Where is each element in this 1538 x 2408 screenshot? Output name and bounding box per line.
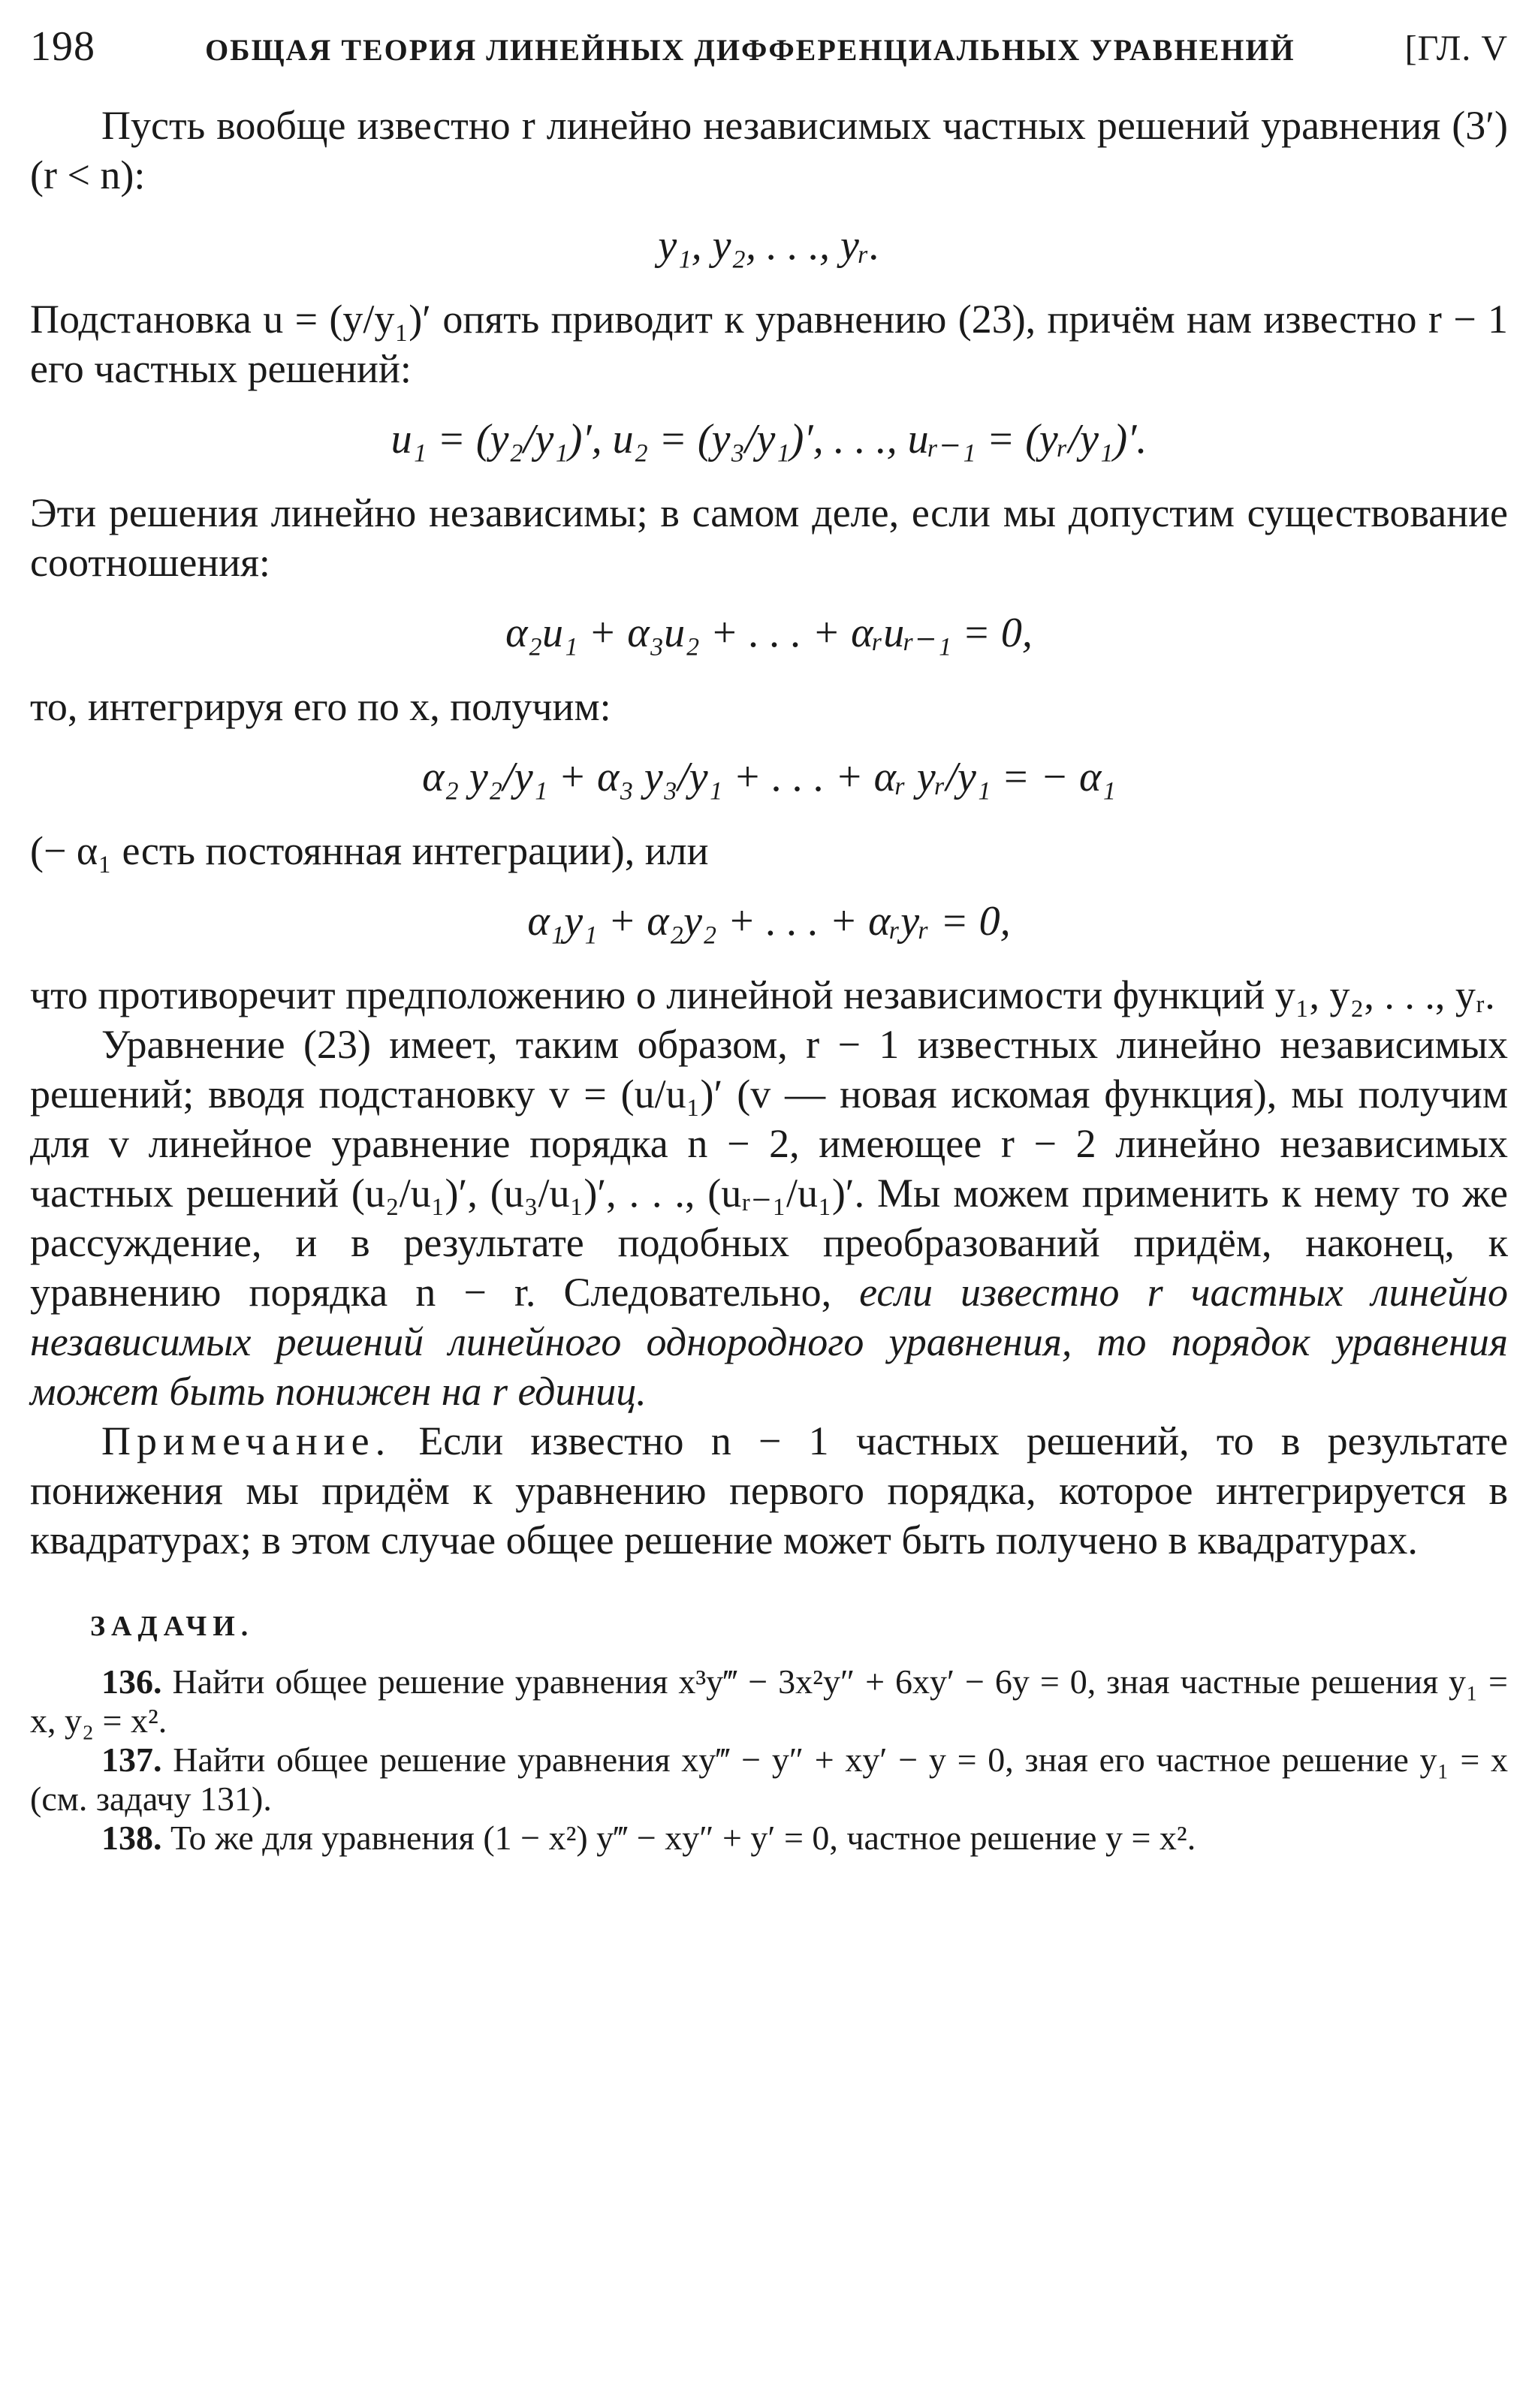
- page-number: 198: [30, 23, 95, 70]
- paragraph-3: Эти решения линейно независимы; в самом деле, если мы допустим существование соотношения:: [30, 490, 1508, 585]
- problem-number: 136.: [101, 1662, 162, 1701]
- paragraph-2: Подстановка u = (y/y₁)′ опять приводит к уравнению (23), причём нам известно r − 1 его частных решений:: [30, 297, 1508, 391]
- formula-2: u₁ = (y₂/y₁)′, u₂ = (y₃/y₁)′, . . ., uᵣ₋₁ = (yᵣ/y₁)′.: [391, 416, 1147, 463]
- problems-heading: ЗАДАЧИ.: [90, 1611, 255, 1642]
- formula-1: y₁, y₂, . . ., yᵣ.: [658, 222, 880, 269]
- problem-text: То же для уравнения (1 − x²) y‴ − xy″ + y′ = 0, частное решение y = x².: [170, 1819, 1196, 1857]
- page-header: [30, 23, 1508, 71]
- note-text: Если известно n − 1 частных решений, то в результате понижения мы придём к уравнению первого порядка, которое интегрируется в квадратурах; в этом случае общее решение может быть получено в квадратурах.: [30, 1418, 1508, 1563]
- formula-5: α₁y₁ + α₂y₂ + . . . + αᵣyᵣ = 0,: [527, 898, 1011, 945]
- paragraph-5: (− α₁ есть постоянная интеграции), или: [30, 828, 709, 873]
- note-label: Примечание.: [101, 1418, 392, 1463]
- chapter-marker: [ГЛ. V: [1404, 29, 1508, 68]
- paragraph-4: то, интегрируя его по x, получим:: [30, 684, 611, 729]
- problem-number: 137.: [101, 1740, 162, 1779]
- paragraph-7: [30, 1020, 1508, 1416]
- problem-text: Найти общее решение уравнения x³y‴ − 3x²y″ + 6xy′ − 6y = 0, зная частные решения y₁ = x, y₂ = x².: [30, 1662, 1508, 1740]
- paragraph-6: что противоречит предположению о линейной независимости функций y₁, y₂, . . ., yᵣ.: [30, 972, 1495, 1017]
- formula-3: α₂u₁ + α₃u₂ + . . . + αᵣuᵣ₋₁ = 0,: [505, 610, 1033, 656]
- problem-138: [30, 1819, 1508, 1858]
- problem-137: [30, 1740, 1508, 1819]
- paragraph-7-text: Уравнение (23) имеет, таким образом, r − 1 известных линейно независимых решений; вводя подстановку v = (u/u₁)′ (v — новая искомая функция), мы получим для v линейное уравнение порядка n − 2, имеющее r − 2 линейно независимых частных решений (u₂/u₁)′, (u₃/u₁)′, . . ., (uᵣ₋₁/u₁)′. Мы можем применить к нему то же рассуждение, и в результате подобных преобразований придём, наконец, к уравнению порядка n − r. Следовательно,: [30, 1022, 1508, 1315]
- formula-4: α₂ y₂/y₁ + α₃ y₃/y₁ + . . . + αᵣ yᵣ/y₁ = − α₁: [422, 754, 1116, 800]
- paragraph-1: Пусть вообще известно r линейно независимых частных решений уравнения (3′) (r < n):: [30, 103, 1508, 197]
- problem-text: Найти общее решение уравнения xy‴ − y″ + xy′ − y = 0, зная его частное решение y₁ = x (см. задачу 131).: [30, 1740, 1508, 1818]
- problem-136: [30, 1662, 1508, 1740]
- theorem-statement: если известно r частных линейно независимых решений линейного однородного уравнения, то порядок уравнения может быть понижен на r единиц.: [30, 1270, 1508, 1414]
- problem-number: 138.: [101, 1819, 162, 1857]
- running-title: ОБЩАЯ ТЕОРИЯ ЛИНЕЙНЫХ ДИФФЕРЕНЦИАЛЬНЫХ УРАВНЕНИЙ: [205, 33, 1295, 67]
- note-paragraph: [30, 1416, 1508, 1565]
